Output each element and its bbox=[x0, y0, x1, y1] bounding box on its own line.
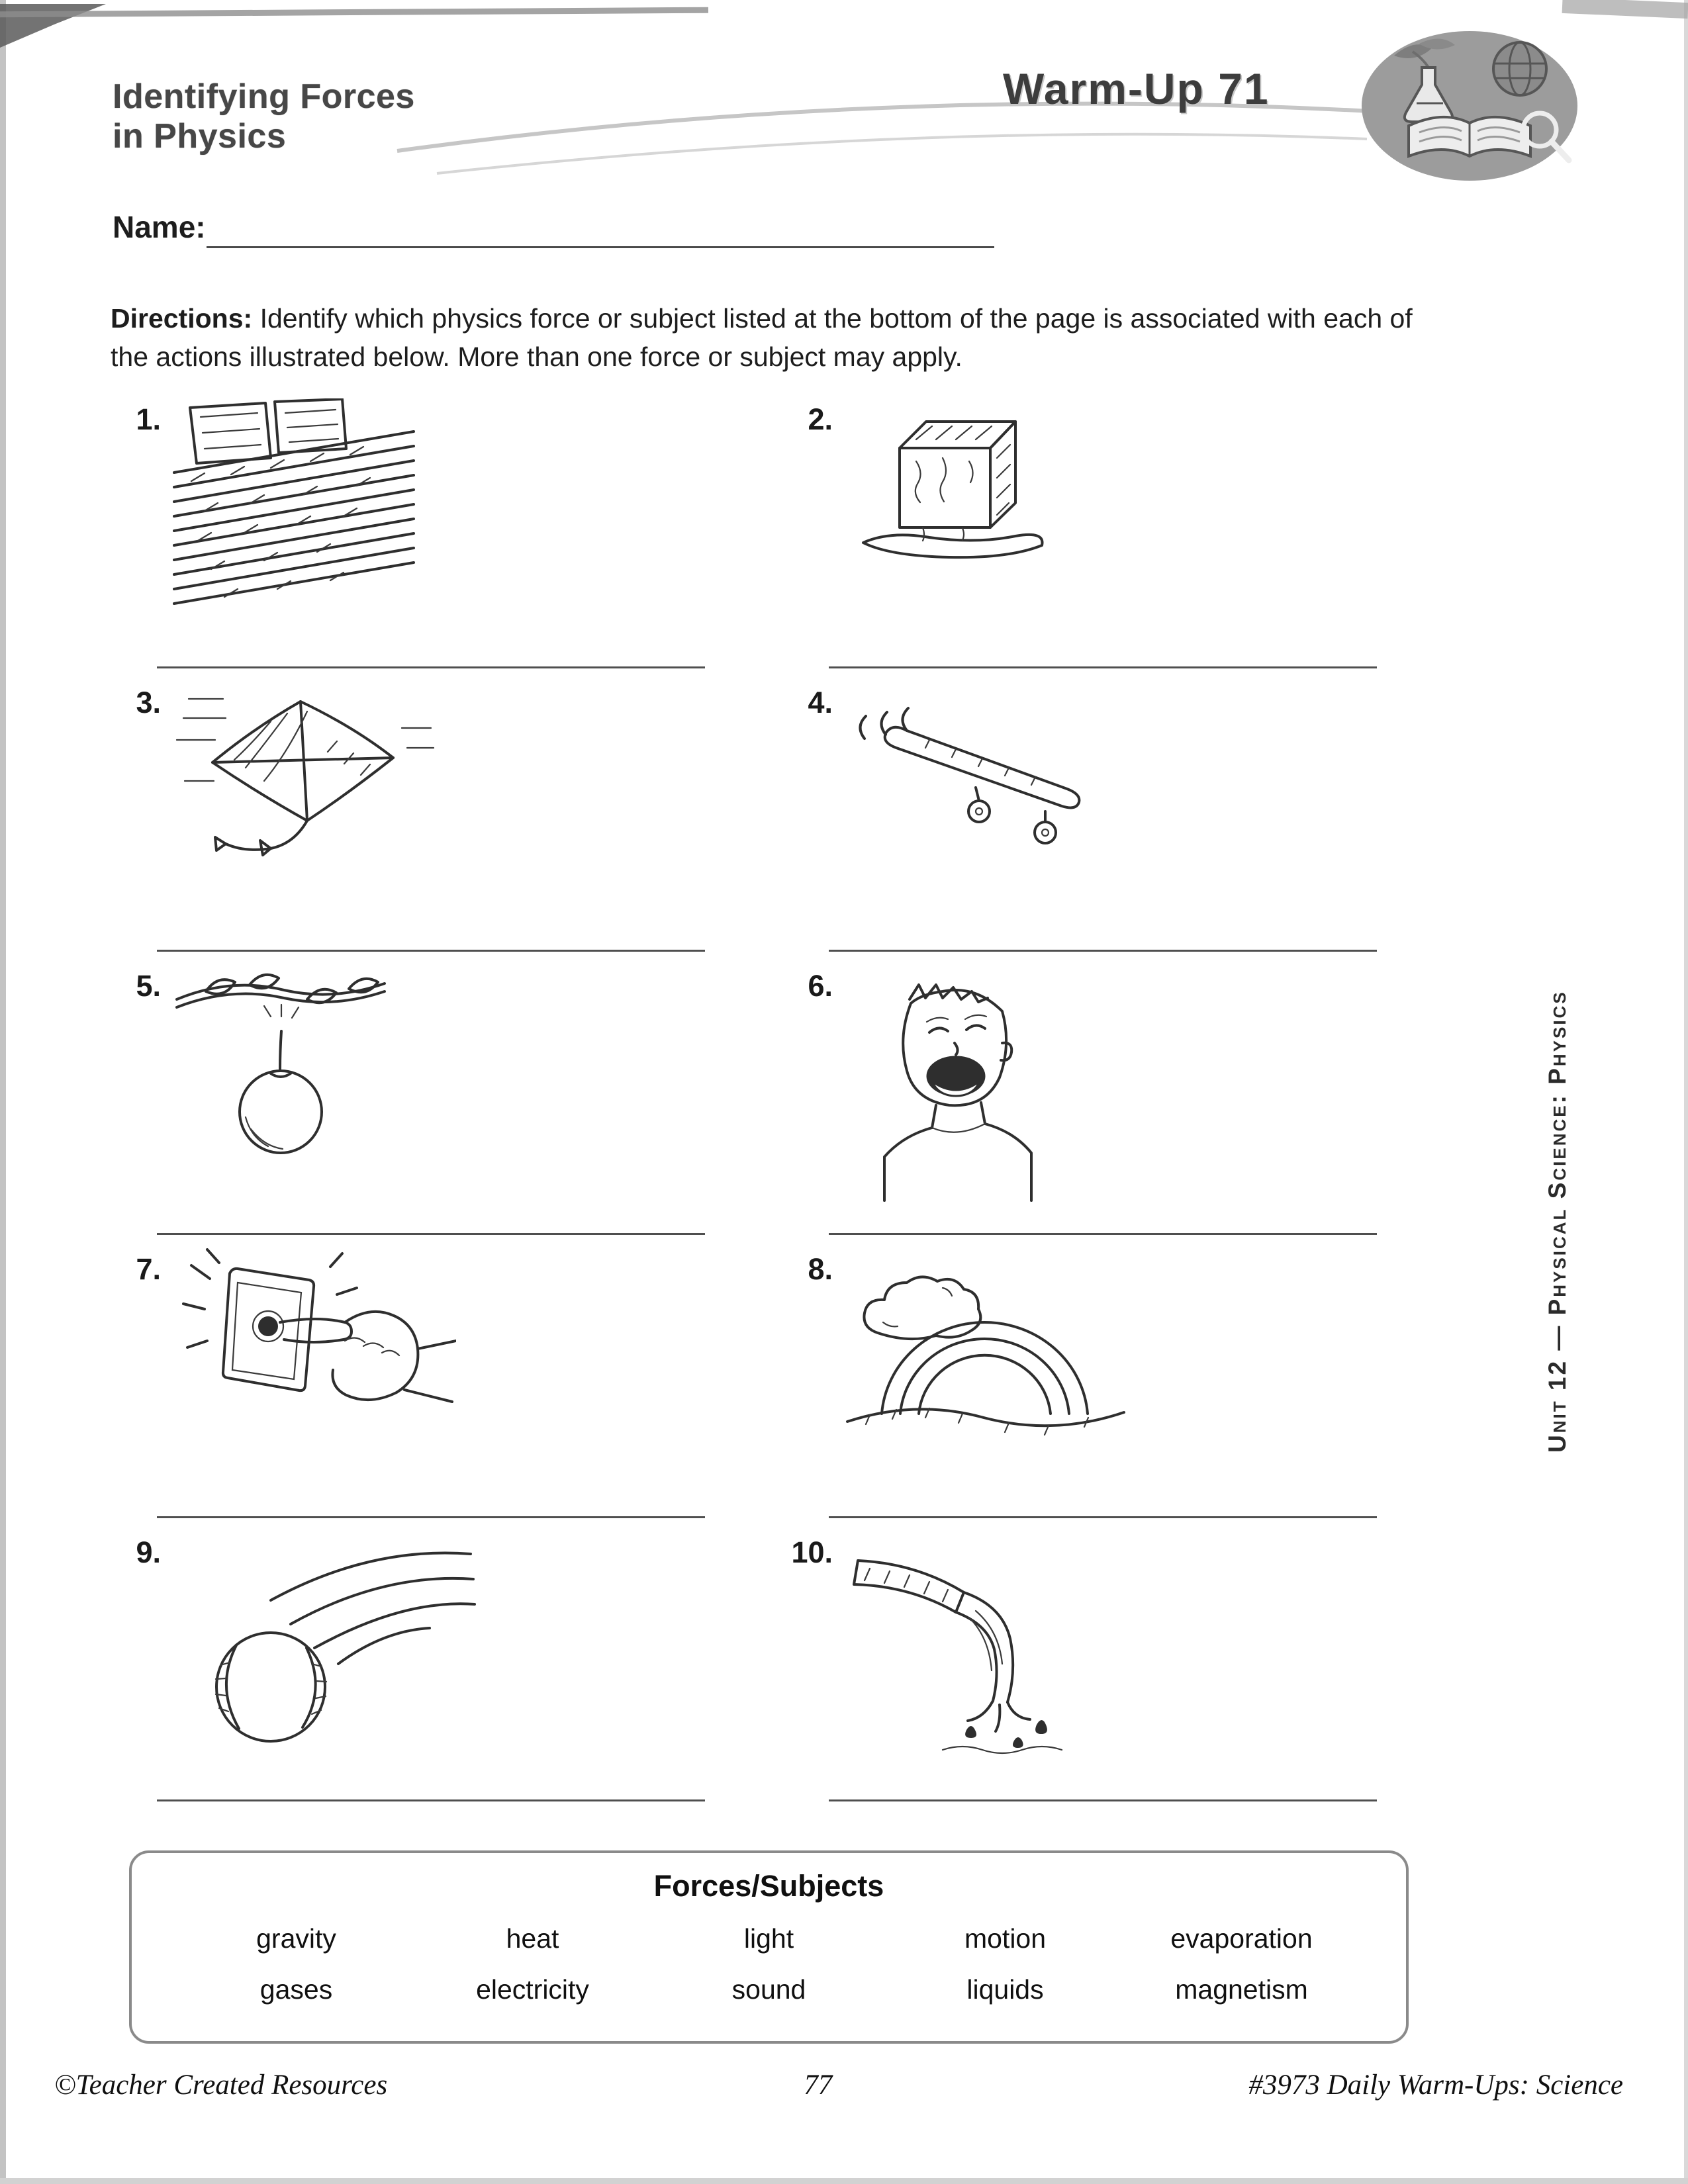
item-number: 3. bbox=[136, 686, 161, 719]
item-number: 4. bbox=[808, 686, 833, 719]
answer-blank-6 bbox=[829, 1233, 1377, 1235]
item-number: 5. bbox=[136, 969, 161, 1003]
item-number: 1. bbox=[136, 402, 161, 436]
force-term: heat bbox=[506, 1923, 559, 1954]
answer-blank-5 bbox=[157, 1233, 705, 1235]
page-title bbox=[113, 77, 415, 157]
answer-blank-2 bbox=[829, 666, 1377, 668]
page-title-line1: Identifying Forces bbox=[113, 77, 415, 116]
worksheet-item-9 bbox=[109, 1529, 781, 1812]
rainbow-illustration bbox=[843, 1248, 1128, 1447]
window-blinds-illustration bbox=[171, 398, 416, 617]
scan-edge-left bbox=[0, 0, 6, 2184]
scan-top-band-right bbox=[1562, 0, 1688, 19]
scan-edge-right bbox=[1684, 0, 1688, 2184]
scan-edge-bottom bbox=[0, 2178, 1688, 2184]
answer-blank-7 bbox=[157, 1516, 705, 1518]
baseball-illustration bbox=[171, 1531, 476, 1750]
forces-subjects-box bbox=[129, 1850, 1409, 2044]
worksheet-item-1 bbox=[109, 396, 781, 679]
force-term: magnetism bbox=[1175, 1974, 1308, 2005]
footer-page-number: 77 bbox=[804, 2070, 833, 2101]
force-term: gases bbox=[259, 1974, 333, 2005]
doorbell-press-illustration bbox=[171, 1248, 456, 1453]
page-footer bbox=[54, 2069, 1623, 2101]
skateboard-illustration bbox=[843, 682, 1095, 880]
forces-row-1 bbox=[132, 1923, 1406, 1954]
worksheet-item-7 bbox=[109, 1246, 781, 1529]
force-term: light bbox=[743, 1923, 794, 1954]
force-term: motion bbox=[964, 1923, 1047, 1954]
worksheet-item-8 bbox=[781, 1246, 1436, 1529]
science-logo-icon bbox=[1356, 25, 1584, 189]
item-number: 6. bbox=[808, 969, 833, 1003]
answer-blank-4 bbox=[829, 950, 1377, 952]
footer-copyright: ©Teacher Created Resources bbox=[54, 2070, 388, 2101]
warmup-heading: Warm-Up 71 bbox=[1003, 64, 1270, 113]
directions bbox=[111, 299, 1454, 376]
shouting-boy-illustration bbox=[843, 965, 1042, 1203]
answer-blank-1 bbox=[157, 666, 705, 668]
forces-row-2 bbox=[132, 1974, 1406, 2005]
kite-illustration bbox=[171, 682, 443, 880]
item-number: 10. bbox=[791, 1535, 833, 1569]
force-term: liquids bbox=[966, 1974, 1044, 2005]
name-label: Name: bbox=[113, 210, 206, 244]
items-grid bbox=[109, 396, 1436, 1812]
melting-ice-cube-illustration bbox=[843, 398, 1062, 577]
force-term: electricity bbox=[476, 1974, 589, 2005]
forces-box-title: Forces/Subjects bbox=[653, 1869, 884, 1903]
directions-label: Directions: bbox=[111, 303, 253, 334]
name-blank bbox=[207, 246, 994, 248]
worksheet-item-2 bbox=[781, 396, 1436, 679]
footer-series: #3973 Daily Warm-Ups: Science bbox=[1248, 2070, 1623, 2101]
item-number: 8. bbox=[808, 1252, 833, 1286]
answer-blank-9 bbox=[157, 1799, 705, 1801]
answer-blank-10 bbox=[829, 1799, 1377, 1801]
pouring-water-illustration bbox=[843, 1531, 1102, 1756]
force-term: gravity bbox=[256, 1923, 336, 1954]
force-term: evaporation bbox=[1170, 1923, 1313, 1954]
worksheet-item-5 bbox=[109, 962, 781, 1246]
unit-sidebar-label: Unit 12 — Physical Science: Physics bbox=[1544, 990, 1571, 1453]
scan-top-band bbox=[0, 7, 708, 18]
item-number: 9. bbox=[136, 1535, 161, 1569]
item-number: 7. bbox=[136, 1252, 161, 1286]
page-title-line2: in Physics bbox=[113, 117, 287, 156]
force-term: sound bbox=[731, 1974, 806, 2005]
answer-blank-3 bbox=[157, 950, 705, 952]
directions-text: Identify which physics force or subject listed at the bottom of the page is associated with each of the actions illustrated below. More than one force or subject may apply. bbox=[111, 303, 1413, 373]
falling-apple-illustration bbox=[171, 965, 390, 1190]
worksheet-item-10 bbox=[781, 1529, 1436, 1812]
worksheet-item-3 bbox=[109, 679, 781, 962]
worksheet-item-4 bbox=[781, 679, 1436, 962]
answer-blank-8 bbox=[829, 1516, 1377, 1518]
worksheet-item-6 bbox=[781, 962, 1436, 1246]
item-number: 2. bbox=[808, 402, 833, 436]
